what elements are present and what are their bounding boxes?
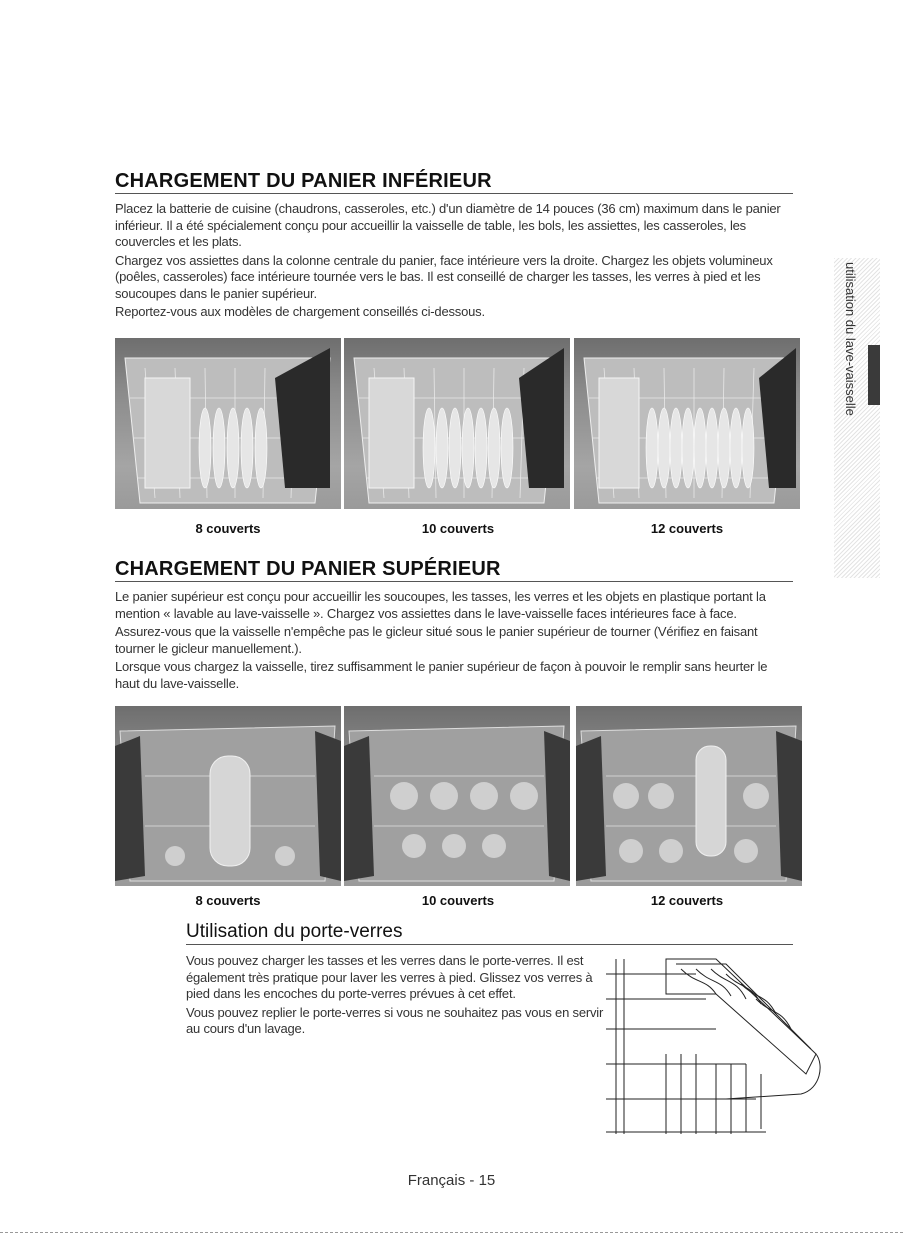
photo-upper-8	[115, 706, 341, 886]
photo-upper-10	[344, 706, 570, 886]
paragraph: Assurez-vous que la vaisselle n'empêche pas le gicleur situé sous le panier supérieur de tourner (Vérifiez en faisant tourner le gicleur manuellement.).	[115, 624, 758, 656]
paragraph: Reportez-vous aux modèles de chargement conseillés ci-dessous.	[115, 304, 485, 319]
caption-lower-12: 12 couverts	[650, 521, 724, 536]
glass-holder-illustration	[606, 954, 824, 1140]
paragraph: Le panier supérieur est conçu pour accueillir les soucoupes, les tasses, les verres et les objets en plastique portant la mention « lavable au lave-vaisselle ». Chargez vos assiettes dans le lave-vaisselle faces intérieures face à face.	[115, 589, 766, 621]
side-tab-marker	[868, 345, 880, 405]
page-number: Français - 15	[407, 1172, 496, 1189]
photo-lower-10	[344, 338, 570, 509]
side-tab-label: utilisation du lave-vaisselle	[843, 262, 858, 416]
caption-upper-12: 12 couverts	[650, 893, 724, 908]
caption-lower-10: 10 couverts	[421, 521, 495, 536]
paragraph: Placez la batterie de cuisine (chaudrons, casseroles, etc.) d'un diamètre de 14 pouces (36 cm) maximum dans le panier inférieur. Il a été spécialement conçu pour accueillir la vaisselle de table, les bols, les assiettes, les casseroles, les couvercles et les plats.	[115, 201, 781, 249]
paragraph: Vous pouvez charger les tasses et les verres dans le porte-verres. Il est également très pratique pour laver les verres à pied. Glissez vos verres à pied dans les encoches du porte-verres prévues à cet effet.	[186, 953, 593, 1001]
section-upper-text	[115, 589, 793, 694]
section-title-glass: Utilisation du porte-verres	[186, 921, 793, 945]
section-glass-text	[186, 953, 606, 1040]
page-bottom-rule	[0, 1232, 903, 1233]
paragraph: Vous pouvez replier le porte-verres si vous ne souhaitez pas vous en servir au cours d'un lavage.	[186, 1004, 604, 1036]
photo-upper-12	[576, 706, 802, 886]
section-lower-text	[115, 201, 793, 323]
photo-lower-12	[574, 338, 800, 509]
section-title-lower: CHARGEMENT DU PANIER INFÉRIEUR	[115, 170, 793, 194]
paragraph: Lorsque vous chargez la vaisselle, tirez suffisamment le panier supérieur de façon à pouvoir le remplir sans heurter le haut du lave-vaisselle.	[115, 659, 768, 691]
paragraph: Chargez vos assiettes dans la colonne centrale du panier, face intérieure vers la droite. Chargez les objets volumineux (poêles, casseroles) face intérieure tournée vers le bas. Il est conseillé de charger les tasses, les verres à pied et les soucoupes dans le panier supérieur.	[115, 252, 773, 301]
caption-upper-8: 8 couverts	[195, 893, 261, 908]
caption-lower-8: 8 couverts	[195, 521, 261, 536]
photo-lower-8	[115, 338, 341, 509]
caption-upper-10: 10 couverts	[421, 893, 495, 908]
section-title-upper: CHARGEMENT DU PANIER SUPÉRIEUR	[115, 558, 793, 582]
